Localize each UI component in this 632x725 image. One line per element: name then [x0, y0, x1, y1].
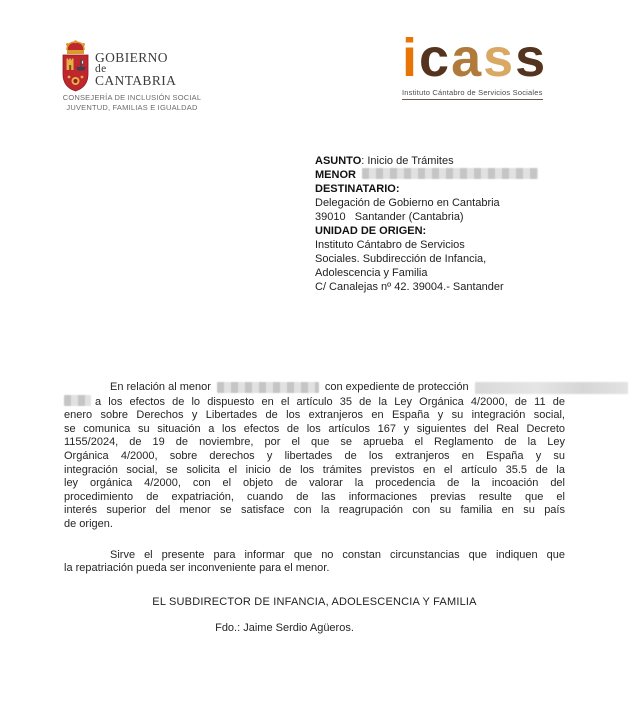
destinatario-line-2: 39010 Santander (Cantabria): [315, 211, 464, 223]
gov-line-de: de: [95, 62, 107, 75]
redacted-reference: [64, 395, 91, 406]
asunto-value: : Inicio de Trámites: [361, 155, 454, 167]
paragraph1-line6: Orgánica 4/2000, sobre derechos y libertades de los extranjeros en España y su: [64, 449, 565, 462]
icass-letter-i: i: [402, 28, 420, 88]
paragraph1-line2: [64, 395, 565, 410]
unidad-line-2: Sociales. Subdirección de Infancia,: [315, 253, 487, 265]
unidad-line-3: Adolescencia y Familia: [315, 267, 428, 279]
paragraph1-line3: enero sobre Derechos y Libertades de los extranjeros en España y su integración social,: [64, 409, 565, 422]
paragraph2-line1: Sirve el presente para informar que no constan circunstancias que indiquen que: [110, 548, 565, 561]
icass-letter-c: c: [419, 28, 452, 88]
paragraph1-line10: interés superior del menor se satisface con la reagrupación con su familia en su país: [64, 504, 565, 517]
unidad-line-1: Instituto Cántabro de Servicios: [315, 239, 465, 251]
redacted-minor-name-inline: [217, 382, 319, 393]
consejeria-line-1: CONSEJERÍA DE INCLUSIÓN SOCIAL: [62, 93, 202, 102]
paragraph2-line2: la repatriación pueda ser inconveniente para el menor.: [64, 562, 330, 575]
icass-letter-s2: s: [515, 28, 548, 88]
destinatario-line-1: Delegación de Gobierno en Cantabria: [315, 197, 500, 209]
paragraph2: [64, 549, 565, 576]
shield-icon: [63, 55, 88, 91]
cantabria-coat-of-arms-icon: [62, 40, 89, 92]
gov-line-gobierno: GOBIERNO: [95, 50, 168, 65]
paragraph1-line7: integración social, se solicita el inicio de los trámites previstos en el artículo 35.5 de la: [64, 463, 565, 476]
p1-l1-pre: En relación al menor: [110, 381, 211, 393]
icass-logo: [402, 28, 548, 100]
paragraph1-line9: procedimiento de expatriación, cuando de las informaciones previas resulte que el: [64, 490, 565, 503]
crown-icon: [66, 40, 85, 54]
gov-line-cantabria: CANTABRIA: [95, 73, 177, 88]
consejeria-line-2: JUVENTUD, FAMILIAS E IGUALDAD: [66, 103, 198, 112]
consejeria-caption: [28, 93, 236, 113]
asunto-block: [315, 154, 585, 182]
gobierno-cantabria-wordmark: [95, 52, 176, 87]
redacted-expediente-number: [475, 382, 628, 394]
asunto-line: [315, 154, 585, 168]
icass-letter-s1: s: [483, 28, 516, 88]
redacted-minor-name: [362, 168, 538, 179]
destinatario-label: DESTINATARIO:: [315, 183, 400, 195]
destinatario-block: [315, 182, 585, 224]
icass-wordmark: [402, 28, 548, 88]
icass-letter-a: a: [451, 28, 484, 88]
paragraph1-line4: se comunica su situación a los efectos de los artículos 167 y siguientes del Real Decreto: [64, 422, 565, 435]
icass-caption: Instituto Cántabro de Servicios Sociales: [402, 88, 543, 100]
letter-meta-column: [315, 154, 585, 294]
menor-line: [315, 168, 585, 182]
unidad-origen-label: UNIDAD DE ORIGEN:: [315, 225, 427, 237]
paragraph1-line5: 1155/2024, de 19 de noviembre, por el que se aprueba el Reglamento de la Ley: [64, 436, 565, 449]
menor-label: MENOR: [315, 169, 356, 181]
letter-body: [64, 381, 565, 576]
p1-l2-text: a los efectos de lo dispuesto en el artículo 35 de la Ley Orgánica 4/2000, de 11 de: [95, 395, 565, 408]
paragraph1-line1: [64, 381, 628, 395]
p1-l1-mid: con expediente de protección: [324, 381, 469, 393]
paragraph1-line8: ley orgánica 4/2000, con el objeto de valorar la procedencia de la incoación del: [64, 477, 565, 490]
paragraph1-line11: de origen.: [64, 517, 113, 530]
unidad-origen-block: [315, 224, 585, 294]
asunto-label: ASUNTO: [315, 155, 362, 167]
unidad-line-4: C/ Canalejas nº 42. 39004.- Santander: [315, 281, 504, 293]
tower-icon: [67, 59, 74, 71]
signature-name: Fdo.: Jaime Serdio Agüeros.: [215, 622, 354, 634]
signature-title: EL SUBDIRECTOR DE INFANCIA, ADOLESCENCIA Y FAMILIA: [152, 596, 477, 608]
